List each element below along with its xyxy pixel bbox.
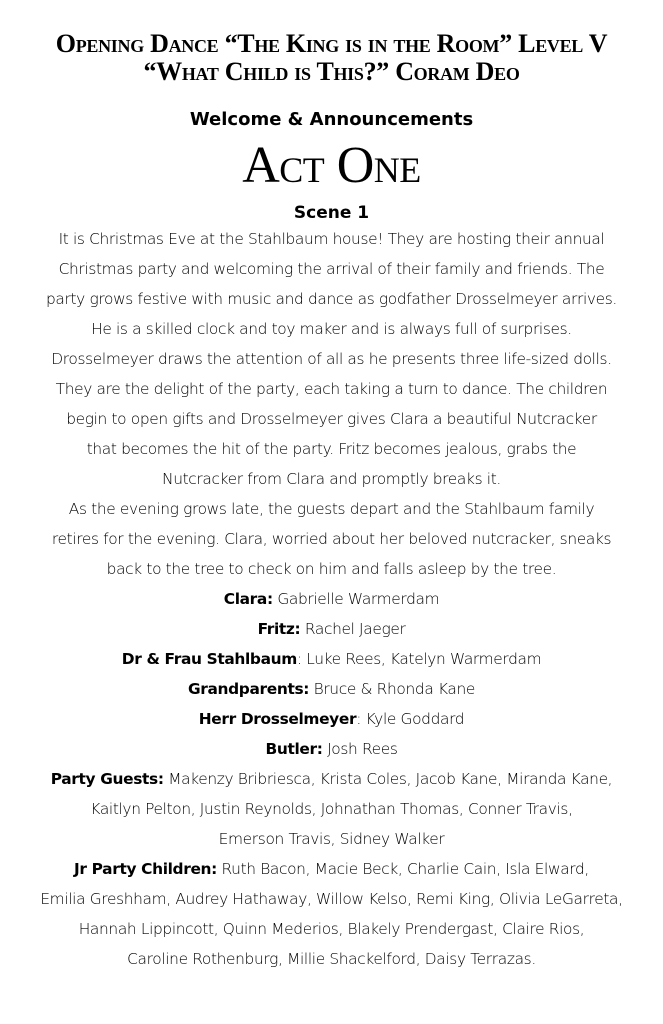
synopsis-line: party grows festive with music and dance as godfather Drosselmeyer arrives. <box>46 290 617 308</box>
cast-role: Jr Party Children: <box>74 860 217 878</box>
cast-row <box>0 764 663 794</box>
cast-names: Caroline Rothenburg, Millie Shackelford, Daisy Terrazas. <box>127 950 536 968</box>
cast-names: Kaitlyn Pelton, Justin Reynolds, Johnathan Thomas, Conner Travis, <box>90 800 573 818</box>
cast-names: Emerson Travis, Sidney Walker <box>218 830 445 848</box>
cast-role: Dr & Frau Stahlbaum <box>121 650 297 668</box>
cast-names: : Luke Rees, Katelyn Warmerdam <box>296 650 542 668</box>
cast-row <box>0 614 663 644</box>
cast-names: Hannah Lippincott, Quinn Mederios, Blakely Prendergast, Claire Rios, <box>78 920 585 938</box>
synopsis-line: Nutcracker from Clara and promptly breaks it. <box>162 470 501 488</box>
cast-row <box>0 884 663 914</box>
cast-names: Gabrielle Warmerdam <box>272 590 440 608</box>
cast-row <box>0 584 663 614</box>
cast-role: Butler: <box>265 740 323 758</box>
synopsis-line: begin to open gifts and Drosselmeyer gives Clara a beautiful Nutcracker <box>66 410 597 428</box>
synopsis-line: Drosselmeyer draws the attention of all as he presents three life-sized dolls. <box>51 350 612 368</box>
synopsis-line: that becomes the hit of the party. Fritz becomes jealous, grabs the <box>86 440 577 458</box>
synopsis-line: He is a skilled clock and toy maker and is always full of surprises. <box>91 320 572 338</box>
cast-row <box>0 674 663 704</box>
cast-row <box>0 854 663 884</box>
synopsis-line: back to the tree to check on him and falls asleep by the tree. <box>106 560 557 578</box>
cast-row <box>0 824 663 854</box>
synopsis-line: It is Christmas Eve at the Stahlbaum house! They are hosting their annual <box>58 230 605 248</box>
cast-names: Emilia Greshham, Audrey Hathaway, Willow Kelso, Remi King, Olivia LeGarreta, <box>40 890 623 908</box>
scene-title: Scene 1 <box>293 203 370 223</box>
cast-role: Party Guests: <box>50 770 164 788</box>
opening-dance-subline: “What Child is This?” Coram Deo <box>143 57 520 86</box>
synopsis-line: retires for the evening. Clara, worried about her beloved nutcracker, sneaks <box>51 530 612 548</box>
cast-row <box>0 734 663 764</box>
cast-role: Fritz: <box>257 620 301 638</box>
scene-synopsis <box>0 224 663 584</box>
cast-names: Rachel Jaeger <box>300 620 406 638</box>
act-title: Act One <box>242 137 421 194</box>
cast-row <box>0 794 663 824</box>
cast-row <box>0 944 663 974</box>
cast-names: Ruth Bacon, Macie Beck, Charlie Cain, Isla Elward, <box>216 860 589 878</box>
welcome-announcements: Welcome & Announcements <box>189 109 474 130</box>
cast-names: Makenzy Bribriesca, Krista Coles, Jacob Kane, Miranda Kane, <box>163 770 613 788</box>
cast-row <box>0 704 663 734</box>
opening-dance-heading <box>0 30 663 86</box>
cast-names: : Kyle Goddard <box>356 710 465 728</box>
synopsis-line: Christmas party and welcoming the arrival of their family and friends. The <box>58 260 605 278</box>
cast-row <box>0 644 663 674</box>
cast-role: Grandparents: <box>187 680 310 698</box>
synopsis-line: As the evening grows late, the guests depart and the Stahlbaum family <box>68 500 595 518</box>
cast-list <box>0 584 663 974</box>
cast-names: Josh Rees <box>322 740 398 758</box>
opening-dance-line: Opening Dance “The King is in the Room” Level V <box>55 29 608 58</box>
cast-role: Clara: <box>223 590 273 608</box>
synopsis-line: They are the delight of the party, each taking a turn to dance. The children <box>55 380 608 398</box>
cast-role: Herr Drosselmeyer <box>198 710 357 728</box>
cast-row <box>0 914 663 944</box>
cast-names: Bruce & Rhonda Kane <box>309 680 476 698</box>
